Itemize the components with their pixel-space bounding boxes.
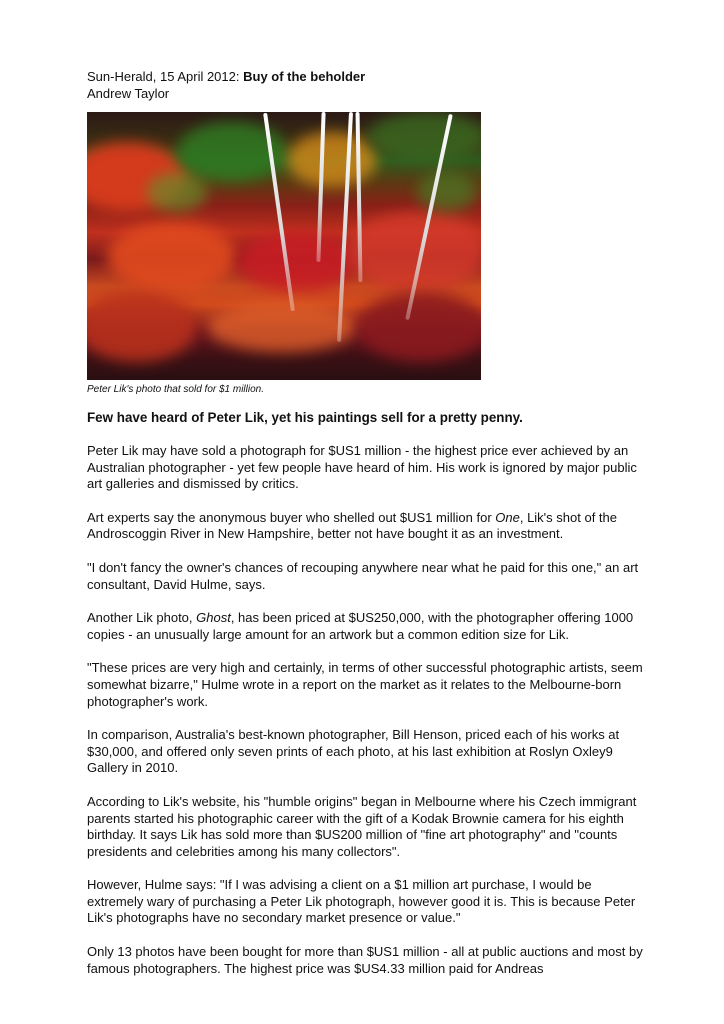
photo-title-ghost: Ghost <box>196 610 231 626</box>
paragraph <box>87 610 647 643</box>
paragraph <box>87 510 647 543</box>
standfirst: Few have heard of Peter Lik, yet his paintings sell for a pretty penny. <box>87 410 523 425</box>
article-photo <box>87 112 481 380</box>
paragraph: "These prices are very high and certainly, in terms of other successful photographic artists, seem somewhat bizarre," Hulme wrote in a report on the market as it relates to the Melbourne-born photographer's work. <box>87 660 643 709</box>
paragraph-text: Art experts say the anonymous buyer who shelled out $US1 million for <box>87 509 496 525</box>
photo-caption: Peter Lik's photo that sold for $1 million. <box>87 384 265 395</box>
paragraph-text: Another Lik photo, <box>87 610 197 626</box>
paragraph: "I don't fancy the owner's chances of recouping anywhere near what he paid for this one," an art consultant, David Hulme, says. <box>87 559 639 592</box>
paragraph: According to Lik's website, his "humble origins" began in Melbourne where his Czech immigrant parents started his photographic career with the gift of a Kodak Brownie camera for his eighth birthday. It says Lik has sold more than $US200 million of "fine art photography" and "counts presidents and celebrities among his many collectors". <box>87 793 637 859</box>
paragraph: However, Hulme says: "If I was advising a client on a $1 million art purchase, I would be extremely wary of purchasing a Peter Lik photograph, however good it is. This is because Peter Lik's photographs have no secondary market presence or value." <box>87 877 636 926</box>
source-date: Sun-Herald, 15 April 2012: <box>87 69 244 84</box>
source-line <box>87 68 647 85</box>
paragraph: In comparison, Australia's best-known photographer, Bill Henson, priced each of his works at $30,000, and offered only seven prints of each photo, at his last exhibition at Roslyn Oxley9 Gallery in 2010. <box>87 727 620 776</box>
paragraph: Only 13 photos have been bought for more than $US1 million - all at public auctions and most by famous photographers. The highest price was $US4.33 million paid for Andreas <box>87 944 643 976</box>
paragraph-text: , has been priced at $US250,000, with the photographer offering 1000 copies - an unusually large amount for an artwork but a common edition size for Lik. <box>87 610 634 642</box>
photo-title-one: One <box>495 509 520 525</box>
headline: Buy of the beholder <box>243 69 366 84</box>
article <box>87 68 647 990</box>
author-byline: Andrew Taylor <box>87 86 170 101</box>
paragraph-text: , Lik's shot of the Androscoggin River in New Hampshire, better not have bought it as an investment. <box>87 509 617 542</box>
paragraph: Peter Lik may have sold a photograph for $US1 million - the highest price ever achieved by an Australian photographer - yet few people have heard of him. His work is ignored by major public art galleries and dismissed by critics. <box>87 443 637 492</box>
